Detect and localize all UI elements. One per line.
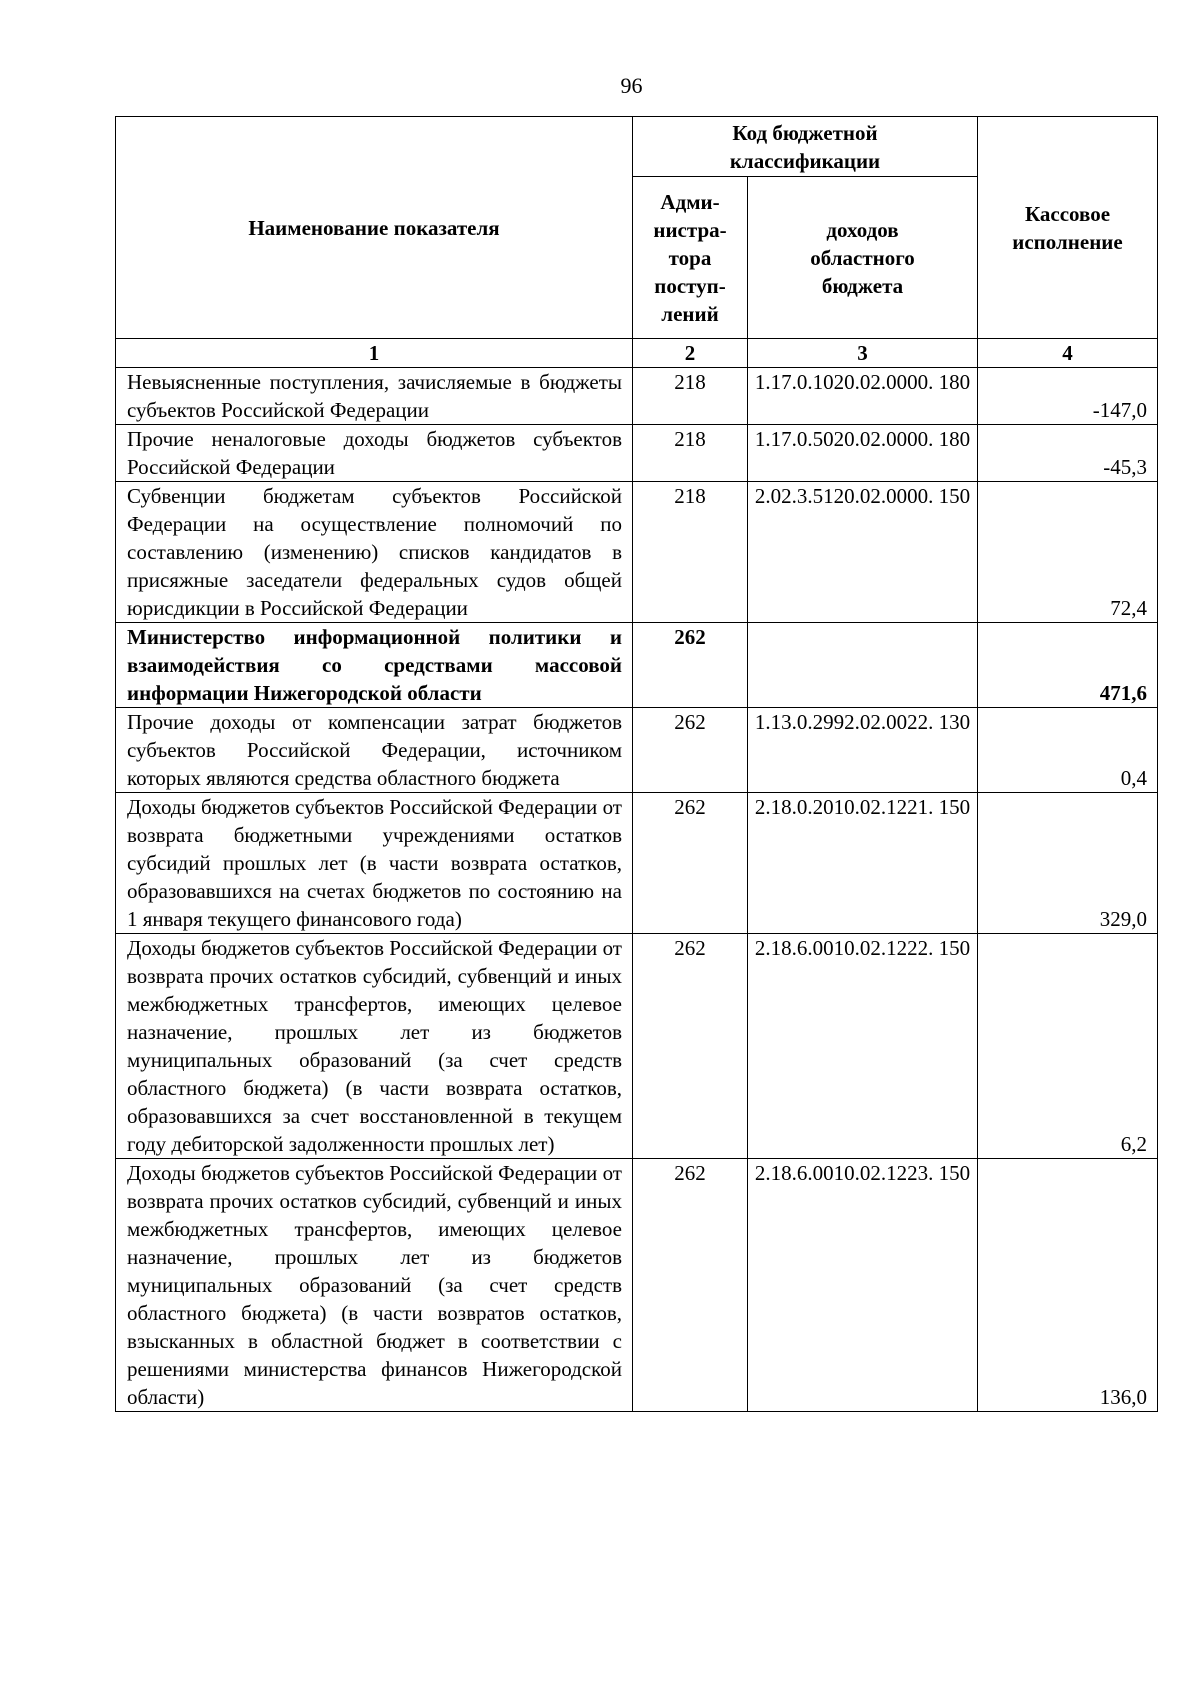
row-name: Доходы бюджетов субъектов Российской Федерации от возврата бюджетными учреждениями остатков субсидий прошлых лет (в части возврата остатков, образовавшихся на счетах бюджетов по состоянию на 1 января текущего финансового года) bbox=[116, 793, 633, 934]
row-name: Доходы бюджетов субъектов Российской Федерации от возврата прочих остатков субсидий, субвенций и иных межбюджетных трансфертов, имеющих целевое назначение, прошлых лет из бюджетов муниципальных образований (за счет средств областного бюджета) (в части возврата остатков, образовавшихся за счет восстановленной в текущем году дебиторской задолженности прошлых лет) bbox=[116, 934, 633, 1159]
table-row bbox=[116, 368, 1158, 425]
row-name: Невыясненные поступления, зачисляемые в бюджеты субъектов Российской Федерации bbox=[116, 368, 633, 425]
table-row bbox=[116, 793, 1158, 934]
row-name: Доходы бюджетов субъектов Российской Федерации от возврата прочих остатков субсидий, субвенций и иных межбюджетных трансфертов, имеющих целевое назначение, прошлых лет из бюджетов муниципальных образований (за счет средств областного бюджета) (в части возвратов остатков, взысканных в областной бюджет в соответствии с решениями министерства финансов Нижегородской области) bbox=[116, 1159, 633, 1412]
row-amount: -147,0 bbox=[978, 368, 1158, 425]
column-number: 2 bbox=[633, 339, 748, 368]
row-admin-code: 262 bbox=[633, 934, 748, 1159]
row-income-code: 1.13.0.2992.02.0022. 130 bbox=[748, 708, 978, 793]
row-admin-code: 262 bbox=[633, 1159, 748, 1412]
row-admin-code: 218 bbox=[633, 482, 748, 623]
row-amount: 329,0 bbox=[978, 793, 1158, 934]
row-income-code bbox=[748, 623, 978, 708]
budget-table bbox=[115, 116, 1158, 1412]
column-numbers-row bbox=[116, 339, 1158, 368]
header-code-group: Код бюджетной классификации bbox=[633, 117, 978, 177]
row-amount: 136,0 bbox=[978, 1159, 1158, 1412]
row-income-code: 2.18.0.2010.02.1221. 150 bbox=[748, 793, 978, 934]
row-income-code: 1.17.0.1020.02.0000. 180 bbox=[748, 368, 978, 425]
table-row bbox=[116, 425, 1158, 482]
row-name: Субвенции бюджетам субъектов Российской Федерации на осуществление полномочий по составлению (изменению) списков кандидатов в присяжные заседатели федеральных судов общей юрисдикции в Российской Федерации bbox=[116, 482, 633, 623]
row-admin-code: 262 bbox=[633, 793, 748, 934]
row-admin-code: 262 bbox=[633, 623, 748, 708]
table-row bbox=[116, 708, 1158, 793]
table-row bbox=[116, 934, 1158, 1159]
row-income-code: 2.18.6.0010.02.1223. 150 bbox=[748, 1159, 978, 1412]
column-number: 3 bbox=[748, 339, 978, 368]
row-amount: 0,4 bbox=[978, 708, 1158, 793]
row-admin-code: 218 bbox=[633, 368, 748, 425]
header-admin: Адми-нистра-тора поступ-лений bbox=[633, 177, 748, 339]
row-admin-code: 262 bbox=[633, 708, 748, 793]
row-amount: 471,6 bbox=[978, 623, 1158, 708]
row-amount: 72,4 bbox=[978, 482, 1158, 623]
table-body bbox=[116, 339, 1158, 1412]
row-amount: 6,2 bbox=[978, 934, 1158, 1159]
row-income-code: 2.02.3.5120.02.0000. 150 bbox=[748, 482, 978, 623]
row-income-code: 2.18.6.0010.02.1222. 150 bbox=[748, 934, 978, 1159]
table-header bbox=[116, 117, 1158, 339]
row-amount: -45,3 bbox=[978, 425, 1158, 482]
column-number: 1 bbox=[116, 339, 633, 368]
header-income: доходов областного бюджета bbox=[748, 177, 978, 339]
table-row bbox=[116, 623, 1158, 708]
header-execution: Кассовое исполнение bbox=[978, 117, 1158, 339]
row-name: Прочие доходы от компенсации затрат бюджетов субъектов Российской Федерации, источником которых являются средства областного бюджета bbox=[116, 708, 633, 793]
column-number: 4 bbox=[978, 339, 1158, 368]
header-name: Наименование показателя bbox=[116, 117, 633, 339]
row-name: Министерство информационной политики и взаимодействия со средствами массовой информации Нижегородской области bbox=[116, 623, 633, 708]
row-income-code: 1.17.0.5020.02.0000. 180 bbox=[748, 425, 978, 482]
table-row bbox=[116, 482, 1158, 623]
row-name: Прочие неналоговые доходы бюджетов субъектов Российской Федерации bbox=[116, 425, 633, 482]
table-row bbox=[116, 1159, 1158, 1412]
page-number: 96 bbox=[620, 73, 643, 98]
row-admin-code: 218 bbox=[633, 425, 748, 482]
